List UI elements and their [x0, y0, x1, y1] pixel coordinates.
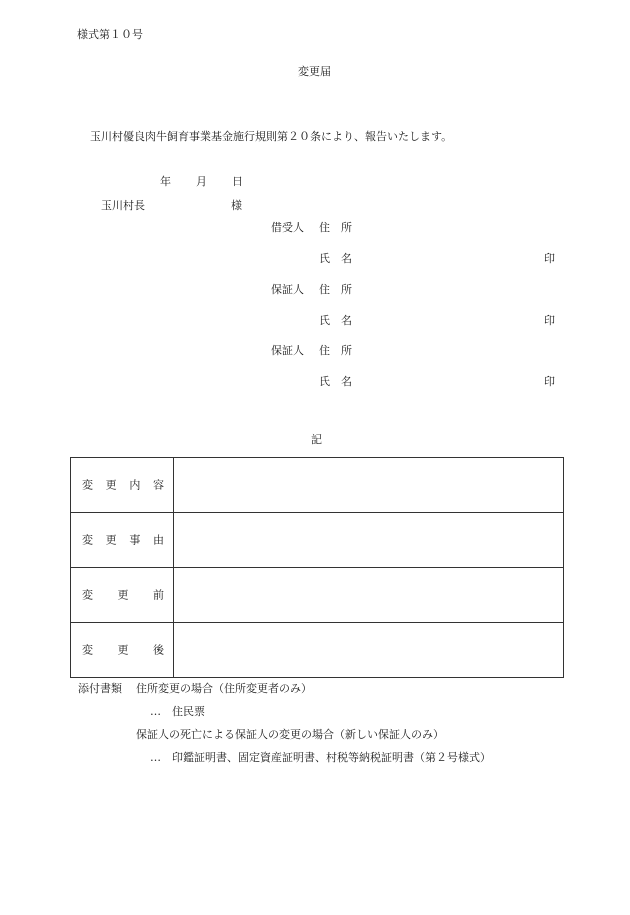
- borrower-seal-mark: 印: [544, 252, 555, 265]
- borrower-address-label: 住 所: [319, 221, 352, 234]
- row-header-change-reason: [71, 513, 174, 568]
- table-row: [71, 623, 564, 678]
- header-char: 更: [117, 588, 129, 602]
- header-char: 変: [82, 533, 93, 547]
- addressee-name: 玉川村長: [101, 199, 145, 212]
- after-change-cell[interactable]: [174, 623, 564, 678]
- table-row: [71, 513, 564, 568]
- attachment-docs-address-change: … 住民票: [150, 705, 205, 718]
- header-char: 変: [82, 478, 93, 492]
- header-char: 変: [82, 588, 93, 602]
- borrower-role: 借受人: [271, 221, 304, 234]
- attachment-docs-guarantor-death: … 印鑑証明書、固定資産証明書、村税等納税証明書（第２号様式）: [150, 751, 491, 764]
- guarantor2-role: 保証人: [271, 344, 304, 357]
- header-char: 事: [129, 533, 141, 547]
- table-row: [71, 568, 564, 623]
- row-header-after-change: [71, 623, 174, 678]
- header-char: 更: [105, 478, 117, 492]
- guarantor2-name-label: 氏 名: [319, 375, 352, 388]
- header-char: 由: [152, 533, 164, 547]
- change-content-cell[interactable]: [174, 458, 564, 513]
- header-char: 更: [117, 643, 129, 657]
- guarantor1-name-label: 氏 名: [319, 314, 352, 327]
- guarantor1-role: 保証人: [271, 283, 304, 296]
- date-day-label: 日: [232, 175, 243, 188]
- document-title: 変更届: [298, 65, 331, 78]
- header-char: 変: [82, 643, 93, 657]
- table-row: [71, 458, 564, 513]
- before-change-cell[interactable]: [174, 568, 564, 623]
- attachments-label: 添付書類: [78, 682, 122, 695]
- header-char: 前: [153, 588, 164, 602]
- guarantor2-address-label: 住 所: [319, 344, 352, 357]
- guarantor2-seal-mark: 印: [544, 375, 555, 388]
- row-header-before-change: [71, 568, 174, 623]
- header-char: 容: [152, 478, 164, 492]
- date-year-label: 年: [160, 175, 171, 188]
- row-header-change-content: [71, 458, 174, 513]
- attachment-case-address-change: 住所変更の場合（住所変更者のみ）: [136, 682, 312, 695]
- change-reason-cell[interactable]: [174, 513, 564, 568]
- header-char: 後: [153, 643, 164, 657]
- borrower-name-label: 氏 名: [319, 252, 352, 265]
- guarantor1-address-label: 住 所: [319, 283, 352, 296]
- form-number: 様式第１０号: [77, 28, 143, 41]
- addressee-honorific: 様: [231, 199, 242, 212]
- change-details-table: [70, 457, 564, 678]
- guarantor1-seal-mark: 印: [544, 314, 555, 327]
- body-text: 玉川村優良肉牛飼育事業基金施行規則第２０条により、報告いたします。: [90, 130, 453, 143]
- header-char: 内: [129, 478, 141, 492]
- ki-heading: 記: [311, 433, 322, 446]
- attachment-case-guarantor-death: 保証人の死亡による保証人の変更の場合（新しい保証人のみ）: [136, 728, 444, 741]
- header-char: 更: [105, 533, 117, 547]
- date-month-label: 月: [196, 175, 207, 188]
